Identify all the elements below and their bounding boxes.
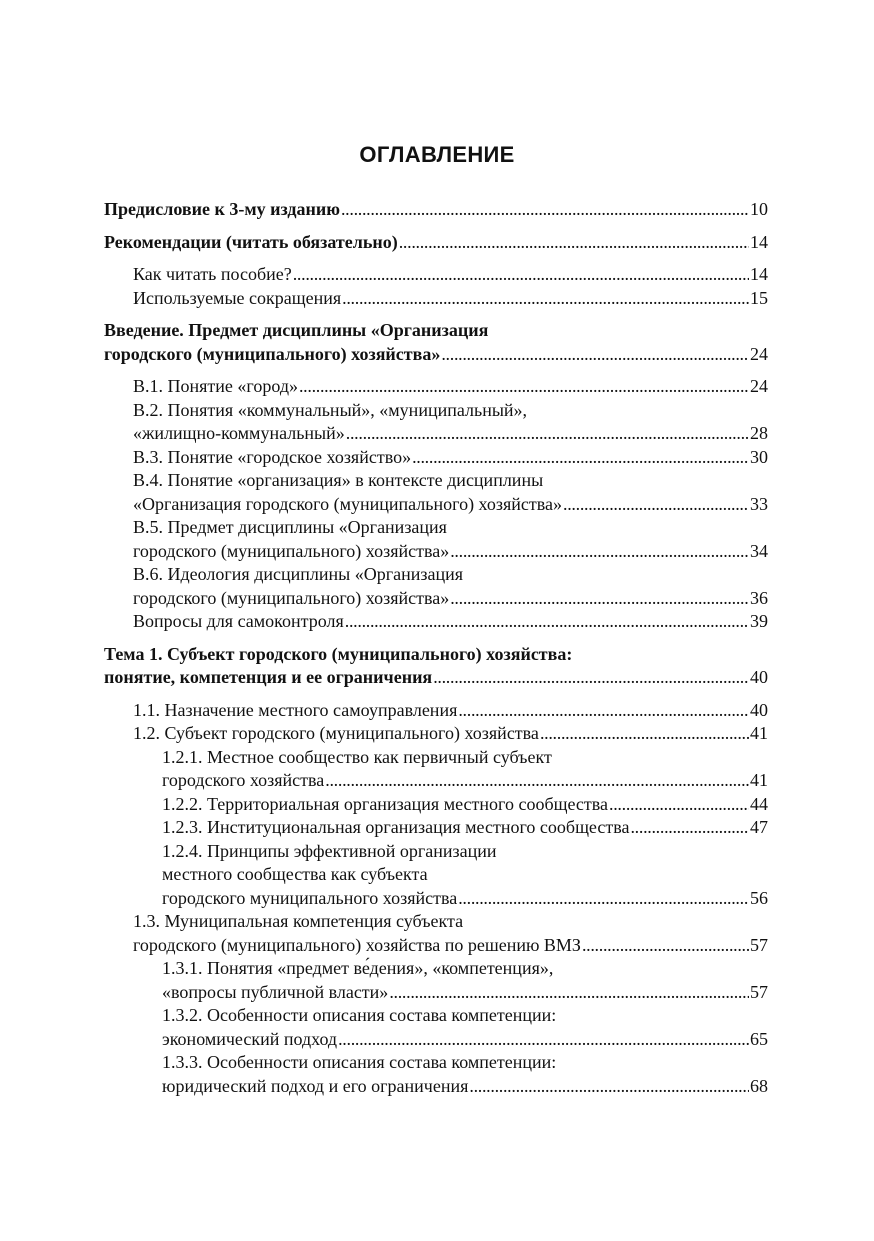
- toc-entry[interactable]: [104, 319, 768, 366]
- toc-entry-row: [162, 887, 768, 911]
- page-number: 10: [750, 199, 768, 219]
- toc-entry-row: [104, 231, 768, 255]
- dot-leader: [458, 887, 749, 911]
- toc-entry-row: [104, 198, 768, 222]
- toc-entry-row: [133, 446, 768, 470]
- page-number: 68: [750, 1075, 768, 1096]
- toc-entry-row: [104, 343, 768, 367]
- toc-entry-line: 1.2.1. Местное сообщество как первичный субъект: [162, 746, 552, 767]
- toc-entry-title: «Организация городского (муниципального) хозяйства»: [133, 493, 563, 514]
- page-number: 34: [750, 540, 768, 561]
- toc-entry-row: [133, 722, 768, 746]
- toc-entry-line: Тема 1. Субъект городского (муниципального) хозяйства:: [104, 643, 573, 664]
- page-number: 14: [750, 264, 768, 284]
- toc-entry-row: [162, 1028, 768, 1052]
- toc-entry-title: Вопросы для самоконтроля: [133, 611, 344, 631]
- toc-entry-title: юридический подход и его ограничения: [162, 1075, 469, 1096]
- toc-entry-row: [133, 493, 768, 517]
- toc-entry[interactable]: [104, 910, 768, 957]
- toc-entry-row: [133, 587, 768, 611]
- toc-entry-title: 1.2. Субъект городского (муниципального) хозяйства: [133, 723, 539, 743]
- toc-entry[interactable]: [104, 399, 768, 446]
- toc-entry[interactable]: [104, 816, 768, 840]
- dot-leader: [412, 446, 749, 470]
- dot-leader: [450, 587, 749, 611]
- page-number: 28: [750, 423, 768, 443]
- toc-entry-row: [133, 699, 768, 723]
- toc-entry-title: 1.2.2. Территориальная организация местного сообщества: [162, 793, 609, 814]
- dot-leader: [630, 816, 749, 840]
- dot-leader: [389, 981, 749, 1005]
- toc-entry-title: Рекомендации (читать обязательно): [104, 231, 398, 252]
- dot-leader: [441, 343, 749, 367]
- dot-leader: [563, 493, 749, 517]
- toc-entry-line: 1.3. Муниципальная компетенция субъекта: [133, 911, 464, 931]
- dot-leader: [299, 375, 749, 399]
- toc-entry-row: [133, 934, 768, 958]
- page-title: ОГЛАВЛЕНИЕ: [359, 142, 515, 167]
- dot-leader: [341, 198, 749, 222]
- page-number: 24: [750, 376, 768, 396]
- toc-entry-title: городского (муниципального) хозяйства по решению ВМЗ: [133, 934, 581, 955]
- toc-entry-title: 1.2.3. Институциональная организация местного сообщества: [162, 817, 630, 837]
- toc-entry[interactable]: [104, 1004, 768, 1051]
- toc-entry-line: 1.3.1. Понятия «предмет ве́дения», «компетенция»,: [162, 958, 554, 978]
- page-number: 15: [750, 287, 768, 308]
- toc-entry[interactable]: [104, 793, 768, 817]
- toc-entry[interactable]: [104, 469, 768, 516]
- toc-entry[interactable]: [104, 263, 768, 287]
- dot-leader: [293, 263, 749, 287]
- toc-entry[interactable]: [104, 957, 768, 1004]
- toc-entry-row: [162, 981, 768, 1005]
- dot-leader: [450, 540, 749, 564]
- dot-leader: [325, 769, 749, 793]
- toc-entry[interactable]: [104, 375, 768, 399]
- page-number: 40: [750, 699, 768, 720]
- dot-leader: [458, 699, 749, 723]
- toc-entry-line: 1.3.2. Особенности описания состава компетенции:: [162, 1005, 557, 1025]
- toc-entry-title: городского (муниципального) хозяйства»: [133, 587, 450, 608]
- dot-leader: [345, 610, 749, 634]
- toc-entry-title: Используемые сокращения: [133, 287, 342, 308]
- dot-leader: [346, 422, 749, 446]
- toc-entry-row: [133, 287, 768, 311]
- toc-entry-title: городского муниципального хозяйства: [162, 887, 458, 908]
- dot-leader: [342, 287, 749, 311]
- page-number: 47: [750, 817, 768, 837]
- toc-entry-row: [162, 769, 768, 793]
- toc-entry-title: городского хозяйства: [162, 770, 325, 790]
- dot-leader: [582, 934, 749, 958]
- toc-entry-title: городского (муниципального) хозяйства»: [133, 540, 450, 561]
- page-number: 56: [750, 887, 768, 908]
- dot-leader: [609, 793, 749, 817]
- page-number: 39: [750, 611, 768, 631]
- page-number: 41: [750, 723, 768, 743]
- page-number: 41: [750, 770, 768, 790]
- toc-entry-row: [133, 263, 768, 287]
- toc-entry-line: В.4. Понятие «организация» в контексте дисциплины: [133, 470, 544, 490]
- toc-entry[interactable]: [104, 746, 768, 793]
- toc-entry-title: «вопросы публичной власти»: [162, 981, 389, 1002]
- page-number: 40: [750, 667, 768, 687]
- toc-entry-line: Введение. Предмет дисциплины «Организация: [104, 320, 489, 340]
- toc-entry-title: В.1. Понятие «город»: [133, 376, 298, 396]
- toc-entry-title: экономический подход: [162, 1028, 338, 1049]
- dot-leader: [338, 1028, 749, 1052]
- table-of-contents: [104, 198, 768, 1098]
- page-number: 57: [750, 934, 768, 955]
- toc-entry[interactable]: [104, 446, 768, 470]
- toc-entry[interactable]: [104, 722, 768, 746]
- dot-leader: [433, 666, 749, 690]
- page-number: 24: [750, 343, 768, 364]
- toc-entry[interactable]: [104, 840, 768, 911]
- toc-entry-row: [162, 816, 768, 840]
- toc-entry-row: [104, 666, 768, 690]
- toc-entry-row: [162, 1075, 768, 1099]
- toc-entry-line: В.2. Понятия «коммунальный», «муниципальный»,: [133, 399, 528, 420]
- toc-entry-row: [133, 610, 768, 634]
- toc-entry[interactable]: [104, 643, 768, 690]
- toc-entry-title: 1.1. Назначение местного самоуправления: [133, 699, 458, 720]
- page-number: 33: [750, 493, 768, 514]
- toc-entry[interactable]: [104, 1051, 768, 1098]
- page-number: 44: [750, 793, 768, 814]
- toc-entry[interactable]: [104, 610, 768, 634]
- page-number: 30: [750, 446, 768, 467]
- toc-entry-line: 1.3.3. Особенности описания состава компетенции:: [162, 1052, 557, 1072]
- toc-entry-title: В.3. Понятие «городское хозяйство»: [133, 446, 412, 467]
- page-number: 57: [750, 981, 768, 1002]
- toc-entry-row: [133, 540, 768, 564]
- page-number: 14: [750, 231, 768, 252]
- toc-entry[interactable]: [104, 563, 768, 610]
- toc-entry-line: В.5. Предмет дисциплины «Организация: [133, 517, 447, 537]
- toc-entry[interactable]: [104, 516, 768, 563]
- toc-entry-row: [133, 375, 768, 399]
- page-number: 65: [750, 1028, 768, 1049]
- toc-entry-title: «жилищно-коммунальный»: [133, 423, 345, 443]
- toc-entry[interactable]: [104, 699, 768, 723]
- toc-entry-title: Предисловие к 3-му изданию: [104, 199, 340, 219]
- toc-entry[interactable]: [104, 198, 768, 222]
- toc-entry[interactable]: [104, 287, 768, 311]
- dot-leader: [469, 1075, 749, 1099]
- toc-entry-line: 1.2.4. Принципы эффективной организации: [162, 840, 497, 861]
- toc-entry-line: В.6. Идеология дисциплины «Организация: [133, 564, 463, 584]
- toc-entry-title: Как читать пособие?: [133, 264, 292, 284]
- toc-entry-title: городского (муниципального) хозяйства»: [104, 343, 441, 364]
- toc-entry-line: местного сообщества как субъекта: [162, 864, 428, 884]
- dot-leader: [540, 722, 749, 746]
- page-number: 36: [750, 587, 768, 608]
- toc-entry-row: [133, 422, 768, 446]
- toc-entry-row: [162, 793, 768, 817]
- toc-entry[interactable]: [104, 231, 768, 255]
- dot-leader: [399, 231, 749, 255]
- toc-entry-title: понятие, компетенция и ее ограничения: [104, 667, 433, 687]
